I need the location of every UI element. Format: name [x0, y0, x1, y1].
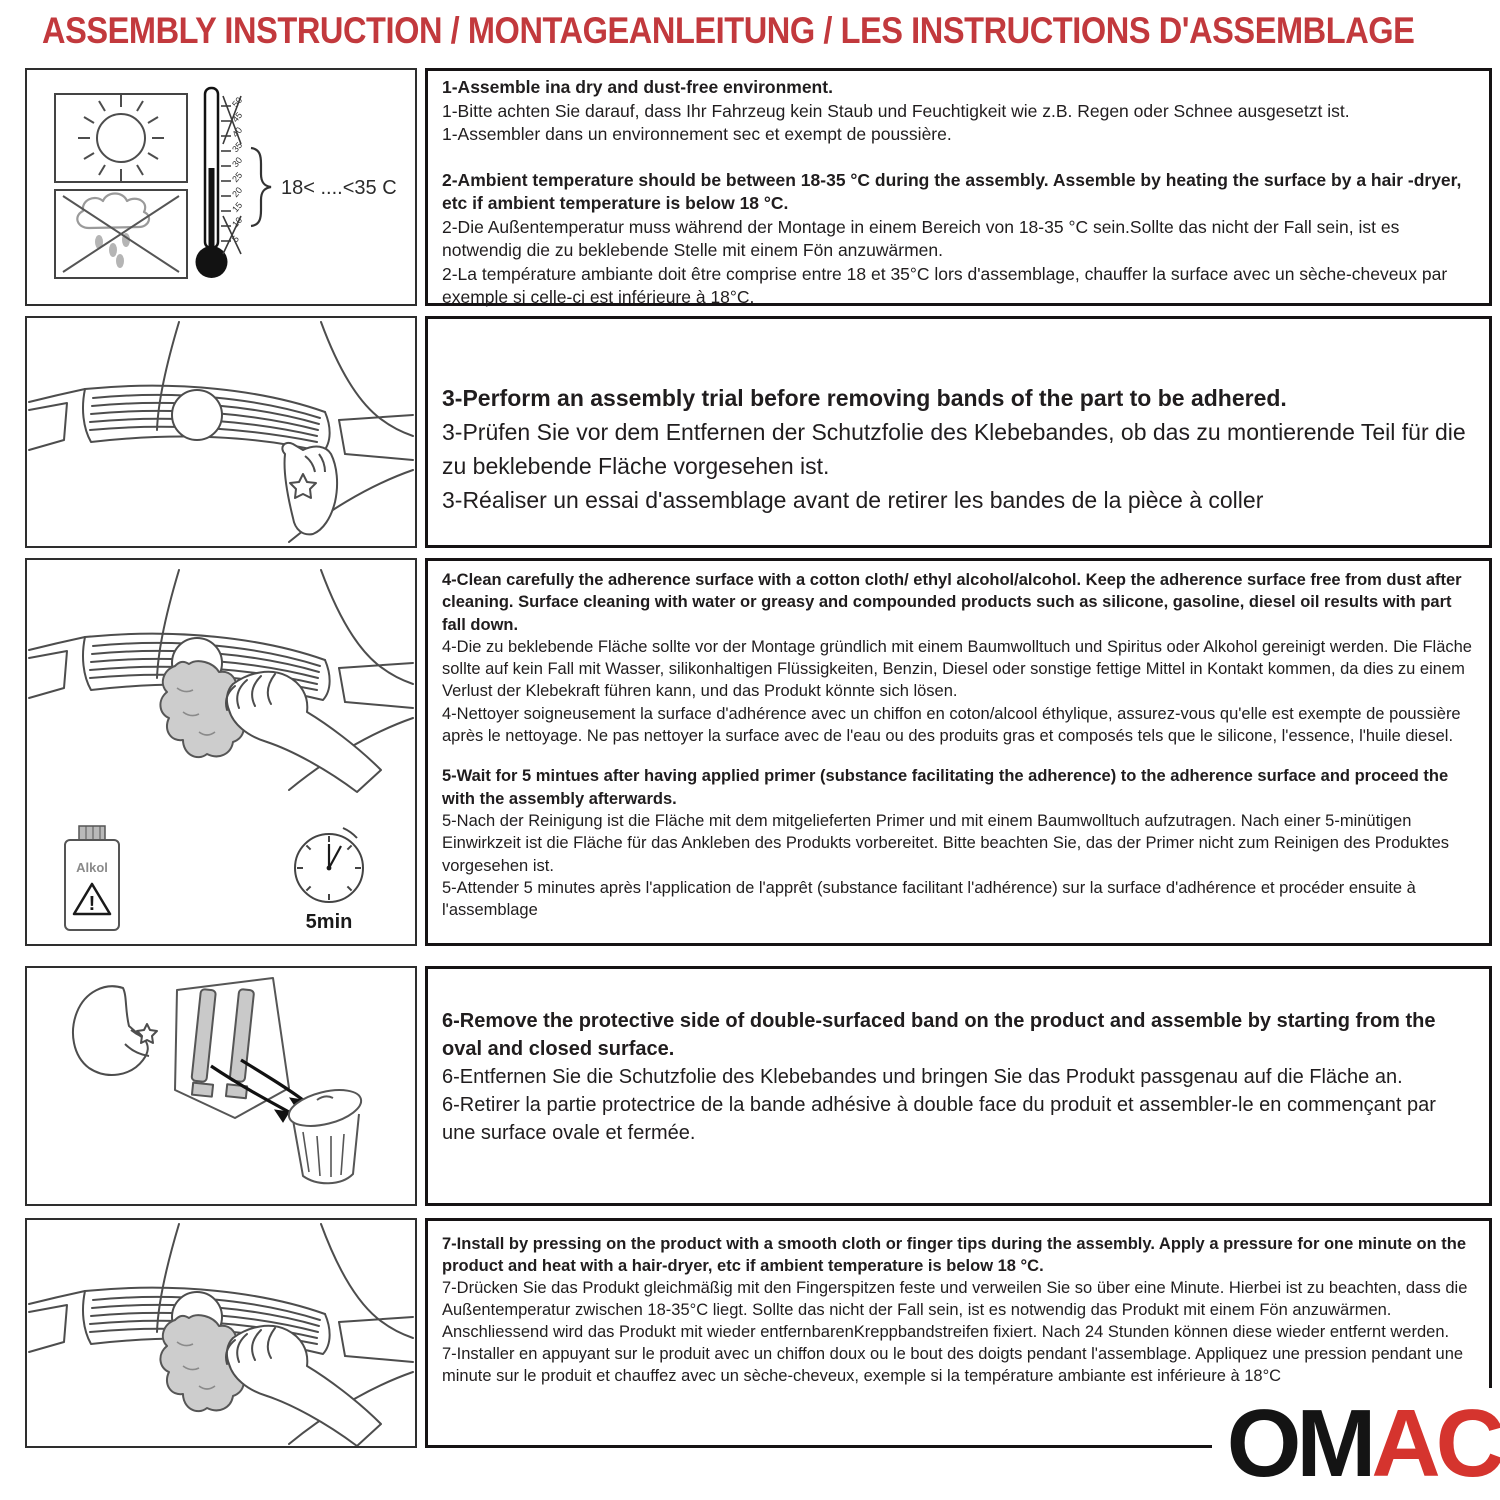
assembly-trial-illustration — [27, 318, 415, 546]
instruction-paragraph: 7-Install by pressing on the product with a smooth cloth or finger tips during the assembly. Apply a pressure for one minute on the product and heat with a hair-dryer, etc if ambient temperature is below 18 °C. — [442, 1235, 1467, 1275]
instruction-paragraph: 6-Remove the protective side of double-surfaced band on the product and assemble by starting from the oval and closed surface. — [442, 1010, 1436, 1060]
instruction-paragraph: 3-Prüfen Sie vor dem Entfernen der Schutzfolie des Klebebandes, ob das zu montierende Teil für die zu beklebende Fläche vorgesehen ist. — [442, 419, 1466, 479]
instruction-step-4-5-text — [425, 558, 1492, 946]
instruction-paragraph: 7-Installer en appuyant sur le produit avec un chiffon doux ou le bout des doigts pendant l'assemblage. Appliquez une pression pendant une minute sur le produit et chauffez avec un sèche-cheveux, exemple si la température ambiante est inférieure à 18°C — [442, 1345, 1464, 1385]
thermometer-tick-label: 20 — [230, 185, 245, 200]
logo-text-red: AC — [1371, 1390, 1500, 1497]
alcohol-bottle-label: Alkol — [76, 860, 108, 875]
temperature-range-label: 18< ....<35 C — [281, 177, 397, 199]
instruction-paragraph: 6-Entfernen Sie die Schutzfolie des Klebebandes und bringen Sie das Produkt passgenau auf die Fläche an. — [442, 1066, 1403, 1088]
figure-remove-protective-band — [25, 966, 417, 1206]
figure-clean-surface-and-wait — [25, 558, 417, 946]
clockwise-arrow — [343, 828, 357, 838]
page-title: ASSEMBLY INSTRUCTION / MONTAGEANLEITUNG / LES INSTRUCTIONS D'ASSEMBLAGE — [42, 10, 1415, 51]
thermometer-tick-label: 45 — [230, 110, 245, 125]
thermometer-tick-label: 10 — [230, 215, 245, 230]
instruction-paragraph: 7-Drücken Sie das Produkt gleichmäßig mit den Fingerspitzen feste und verweilen Sie so über eine Minute. Hierbei ist zu beachten, dass die Außentemperatur zwischen 18-35°C liegt. Sollte das nicht der Fall sein, ist es notwendig das Produkt mit einem Fön anzuwärmen. Anschliessend wird das Produkt mit wieder entfernbarenKreppbandstreifen fixiert. Nach 24 Stunden können diese wieder entfernt werden. — [442, 1279, 1468, 1341]
instruction-paragraph: 4-Die zu beklebende Fläche sollte vor der Montage gründlich mit einem Baumwolltuch und Spiritus oder Alkohol gereinigt werden. Die Fläche sollte auf kein Fall mit Wasser, silikonhaltigen Flüssigkeiten, Benzin, Diesel oder sonstige fettige Mittel in Kontakt kommen, da dies zu einem Verlust der Klebekraft führen kann, und das Produkt könnte sich lösen. — [442, 637, 1472, 701]
remove-band-illustration — [27, 968, 415, 1204]
instruction-step-6-text — [425, 966, 1492, 1206]
instruction-paragraph: 5-Attender 5 minutes après l'application de l'apprêt (substance facilitant l'adhérence) sur la surface d'adhérence et procéder ensuite à l'assemblage — [442, 878, 1416, 920]
instruction-paragraph: 3-Perform an assembly trial before removing bands of the part to be adhered. — [442, 385, 1287, 411]
hand-peeling-icon — [73, 986, 157, 1075]
thermometer-tick-label: 15 — [230, 200, 245, 215]
instruction-step-1-2-text — [425, 68, 1492, 306]
thermometer-tick-label: 25 — [230, 170, 245, 185]
hand-holding-part-icon — [282, 443, 337, 534]
instruction-paragraph: 1-Bitte achten Sie darauf, dass Ihr Fahrzeug kein Staub und Feuchtigkeit wie z.B. Regen oder Schnee ausgesetzt ist. — [442, 100, 1350, 121]
instruction-paragraph: 4-Clean carefully the adherence surface with a cotton cloth/ ethyl alcohol/alcohol. Keep the adherence surface free from dust after cleaning. Surface cleaning with water or greasy and compounded products such as silicone, gasoline, diesel oil results with part fall down. — [442, 571, 1462, 634]
thermometer-icon — [196, 88, 397, 278]
instruction-paragraph: 4-Nettoyer soigneusement la surface d'adhérence avec un chiffon en coton/alcool éthylique, assurez-vous qu'elle est exempte de poussière après le nettoyage. Ne pas nettoyer la surface avec de l'eau ou des produits gras et composés tels que le silicone, l'essence, l'huile diesel. — [442, 704, 1461, 746]
instruction-paragraph: 1-Assembler dans un environnement sec et exempt de poussière. — [442, 124, 952, 144]
figure-press-product — [25, 1218, 417, 1448]
instruction-paragraph: 5-Nach der Reinigung ist die Fläche mit dem mitgelieferten Primer und mit einem Baumwolltuch aufzutragen. Nach einer 5-minütigen Einwirkzeit ist die Fläche für das Ankleben des Produkts vorbereitet. Bitte beachten Sie, das der Primer nicht zum Reinigen des Produktes vorgesehen ist. — [442, 811, 1450, 875]
thermometer-tick-label: 50 — [230, 95, 245, 110]
trash-can-icon — [285, 1084, 365, 1184]
alcohol-bottle-icon — [65, 826, 119, 930]
instruction-paragraph: 2-Die Außentemperatur muss während der Montage in einem Bereich von 18-35 °C sein.Sollte das nicht der Fall sein, ist es notwendig die zu beklebende Stelle mit einem Fön anzuwärmen. — [442, 216, 1400, 260]
instruction-paragraph: 1-Assemble ina dry and dust-free environment. — [442, 77, 833, 97]
wait-time-label: 5min — [305, 911, 353, 933]
environment-conditions-illustration — [27, 70, 415, 304]
thermometer-tick-label: 30 — [230, 155, 245, 170]
warning-exclamation: ! — [88, 893, 96, 915]
instruction-paragraph: 2-Ambient temperature should be between 18-35 °C during the assembly. Assemble by heating the surface by a hair -dryer, etc if ambient temperature is below 18 °C. — [442, 169, 1462, 213]
instruction-paragraph: 2-La température ambiante doit être comprise entre 18 et 35°C lors d'assemblage, chauffer la surface avec un sèche-cheveux par exemple si celle-ci est inférieure à 18°C. — [442, 263, 1448, 307]
clean-surface-illustration — [27, 560, 415, 944]
figure-assembly-trial — [25, 316, 417, 548]
instruction-step-3-text — [425, 316, 1492, 548]
range-brace — [251, 148, 271, 226]
omac-logo — [1212, 1388, 1500, 1500]
instruction-paragraph — [442, 147, 1473, 169]
five-minute-clock-icon — [295, 828, 363, 933]
instruction-paragraph — [442, 747, 1473, 765]
part-with-strips — [175, 978, 289, 1118]
thermometer-tick-label: 40 — [230, 125, 245, 140]
thermometer-tick-label: 35 — [230, 140, 245, 155]
thermometer-tick-label: 5 — [230, 233, 242, 245]
instruction-paragraph: 6-Retirer la partie protectrice de la bande adhésive à double face du produit et assembler-le en commençant par une surface ovale et fermée. — [442, 1094, 1436, 1144]
figure-environment-conditions — [25, 68, 417, 306]
logo-text-black: OM — [1226, 1390, 1372, 1497]
press-product-illustration — [27, 1220, 415, 1446]
instruction-paragraph: 5-Wait for 5 mintues after having applied primer (substance facilitating the adherence) to the adherence surface and proceed the with the assembly afterwards. — [442, 767, 1449, 808]
instruction-paragraph: 3-Réaliser un essai d'assemblage avant de retirer les bandes de la pièce à coller — [442, 487, 1264, 513]
